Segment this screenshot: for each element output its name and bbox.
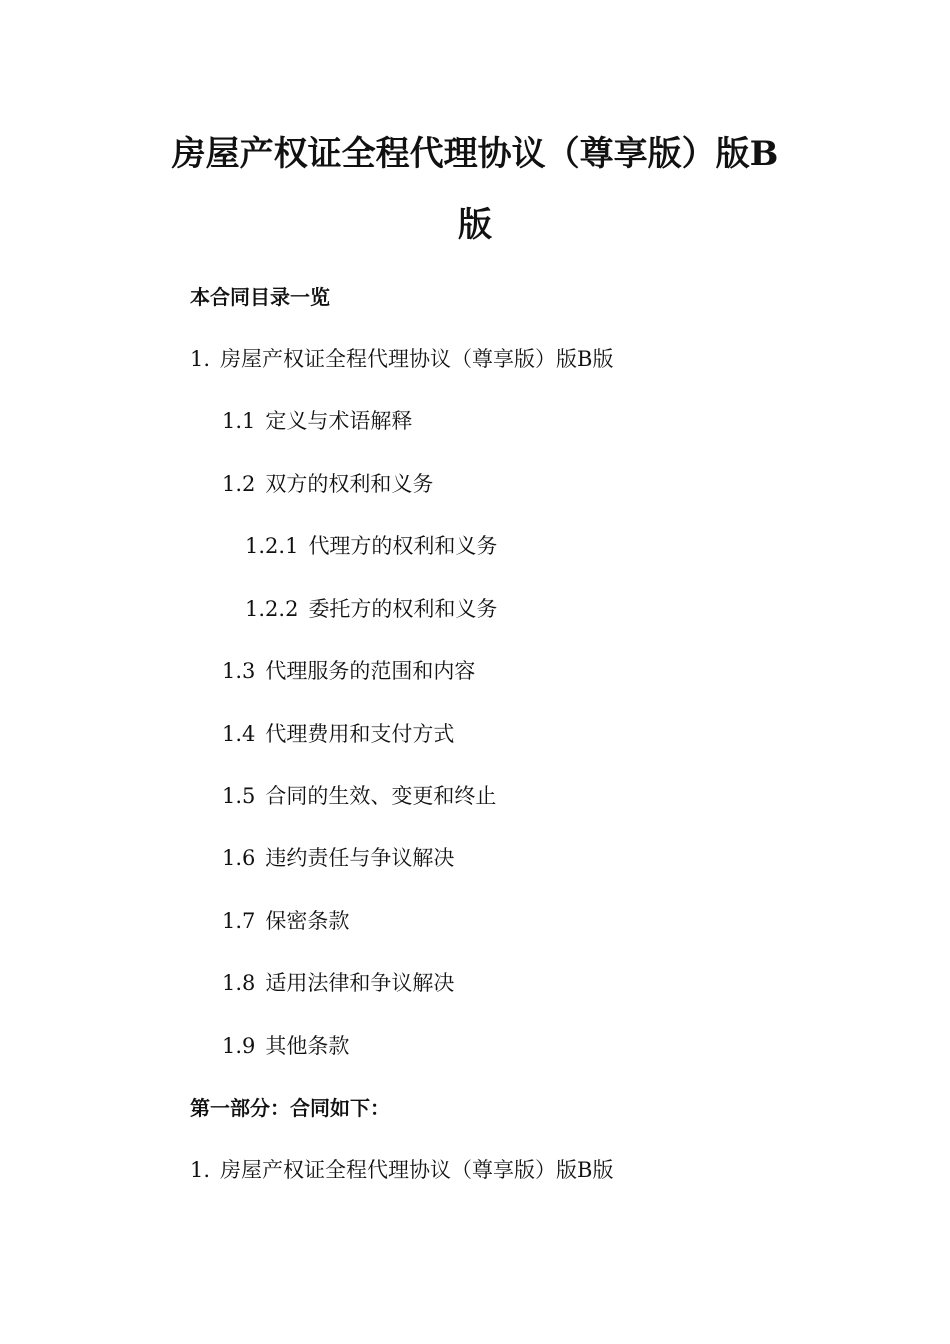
toc-item-number: 1.2 bbox=[222, 472, 256, 496]
toc-item-number: 1.9 bbox=[222, 1034, 256, 1058]
document-title-line-1: 房屋产权证全程代理协议（尊享版）版B bbox=[171, 134, 779, 174]
toc-item-text: 房屋产权证全程代理协议（尊享版）版B版 bbox=[220, 347, 614, 371]
toc-item bbox=[245, 533, 497, 559]
toc-item-text: 保密条款 bbox=[265, 909, 350, 933]
toc-item-number: 1.7 bbox=[222, 909, 256, 933]
toc-item-number: 1.1 bbox=[222, 409, 256, 433]
toc-item-text: 代理费用和支付方式 bbox=[265, 722, 455, 746]
toc-item bbox=[222, 408, 412, 434]
toc-item-text: 委托方的权利和义务 bbox=[308, 597, 498, 621]
toc-item-text: 代理方的权利和义务 bbox=[308, 534, 498, 558]
toc-item-number: 1.2.2 bbox=[245, 597, 299, 621]
toc-item bbox=[222, 1033, 349, 1059]
part1-item-number: 1. bbox=[190, 1158, 211, 1182]
document-title-line-2: 版 bbox=[458, 205, 492, 245]
toc-item-number: 1.8 bbox=[222, 971, 256, 995]
part1-heading: 第一部分：合同如下： bbox=[190, 1096, 390, 1120]
toc-item-text: 代理服务的范围和内容 bbox=[265, 659, 476, 683]
toc-item-number: 1.6 bbox=[222, 846, 256, 870]
toc-item-number: 1.5 bbox=[222, 784, 256, 808]
part1-item-text: 房屋产权证全程代理协议（尊享版）版B版 bbox=[220, 1158, 614, 1182]
toc-item-number: 1.3 bbox=[222, 659, 256, 683]
toc-item bbox=[222, 970, 454, 996]
toc-item-text: 违约责任与争议解决 bbox=[265, 846, 455, 870]
toc-item-text: 双方的权利和义务 bbox=[265, 472, 434, 496]
toc-item bbox=[222, 908, 349, 934]
toc-item bbox=[222, 721, 454, 747]
toc-item-number: 1. bbox=[190, 347, 211, 371]
toc-item-text: 适用法律和争议解决 bbox=[265, 971, 455, 995]
toc-item-number: 1.2.1 bbox=[245, 534, 299, 558]
toc-item bbox=[222, 658, 475, 684]
toc-item bbox=[245, 596, 497, 622]
toc-item bbox=[222, 471, 433, 497]
part1-item bbox=[190, 1157, 613, 1183]
toc-item bbox=[222, 783, 496, 809]
toc-item-number: 1.4 bbox=[222, 722, 256, 746]
toc-item bbox=[222, 845, 454, 871]
toc-item-text: 合同的生效、变更和终止 bbox=[265, 784, 497, 808]
toc-item bbox=[190, 346, 613, 372]
toc-item-text: 定义与术语解释 bbox=[265, 409, 413, 433]
toc-item-text: 其他条款 bbox=[265, 1034, 350, 1058]
toc-heading: 本合同目录一览 bbox=[190, 285, 330, 309]
